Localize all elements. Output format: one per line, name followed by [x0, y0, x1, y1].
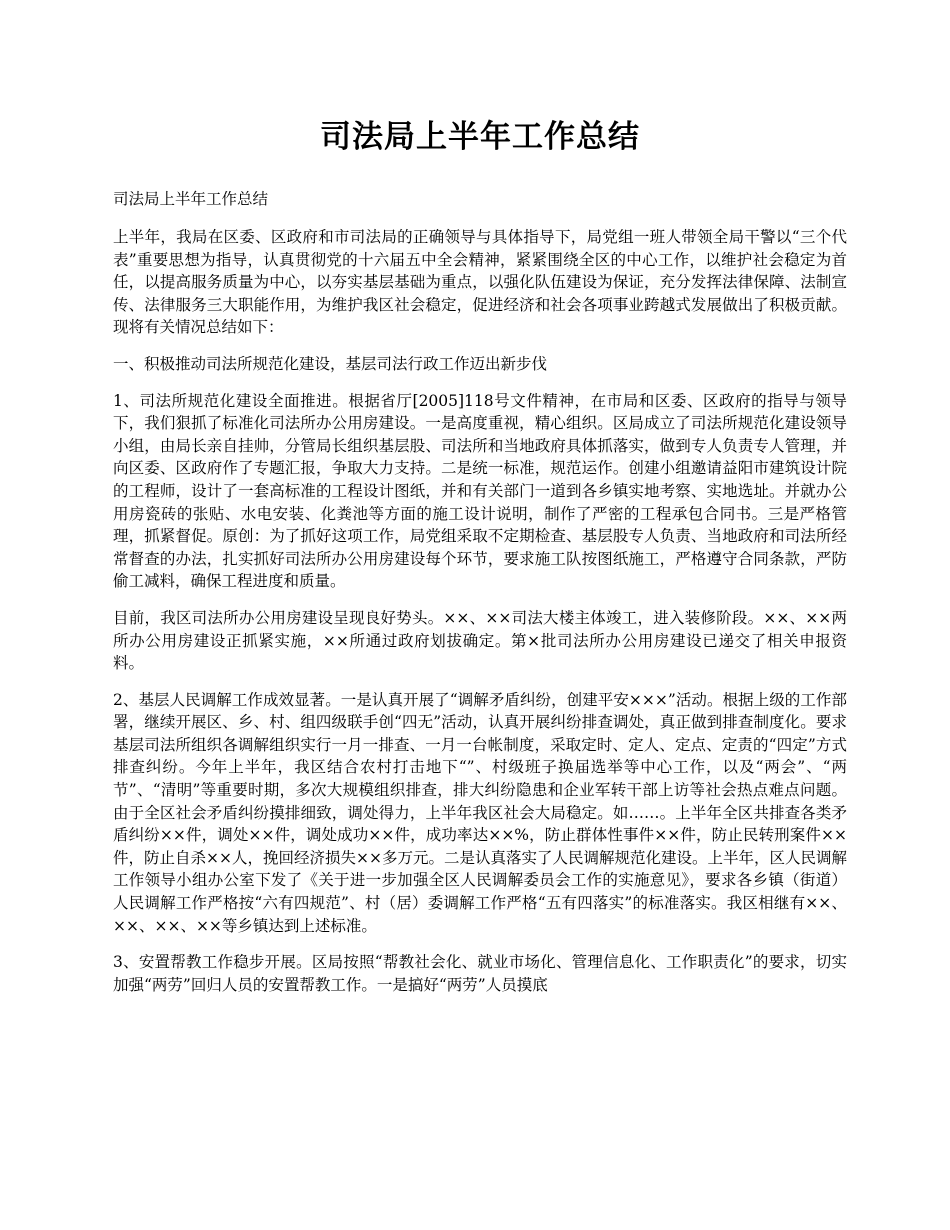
paragraph-office-construction: 1、司法所规范化建设全面推进。根据省厅[2005]118号文件精神，在市局和区委、区政府的指导与领导下，我们狠抓了标准化司法所办公用房建设。一是高度重视，精心组织。区局成立了司法所规范化建设领导小组，由局长亲自挂帅，分管局长组织基层股、司法所和当地政府具体抓落实，做到专人负责专人管理，并向区委、区政府作了专题汇报，争取大力支持。二是统一标准，规范运作。创建小组邀请益阳市建筑设计院的工程师，设计了一套高标准的工程设计图纸，并和有关部门一道到各乡镇实地考察、实地选址。并就办公用房瓷砖的张贴、水电安装、化粪池等方面的施工设计说明，制作了严密的工程承包合同书。三是严格管理，抓紧督促。原创：为了抓好这项工作，局党组采取不定期检查、基层股专人负责、当地政府和司法所经常督查的办法，扎实抓好司法所办公用房建设每个环节，要求施工队按图纸施工，严格遵守合同条款，严防偷工减料，确保工程进度和质量。: [113, 391, 847, 591]
document-title: 司法局上半年工作总结: [320, 119, 640, 155]
section-heading-1: 一、积极推动司法所规范化建设，基层司法行政工作迈出新步伐: [113, 354, 548, 373]
document-page: [113, 112, 847, 1010]
intro-paragraph: 上半年，我局在区委、区政府和市司法局的正确领导与具体指导下，局党组一班人带领全局干警以“三个代表”重要思想为指导，认真贯彻党的十六届五中全会精神，紧紧围绕全区的中心工作，以维护社会稳定为首任，以提高服务质量为中心，以夯实基层基础为重点，以强化队伍建设为保证，充分发挥法律保障、法制宣传、法律服务三大职能作用，为维护我区社会稳定，促进经济和社会各项事业跨越式发展做出了积极贡献。现将有关情况总结如下：: [113, 228, 847, 337]
paragraph-mediation: 2、基层人民调解工作成效显著。一是认真开展了“调解矛盾纠纷，创建平安×××”活动。根据上级的工作部署，继续开展区、乡、村、组四级联手创“四无”活动，认真开展纠纷排查调处，真正做到排查制度化。要求基层司法所组织各调解组织实行一月一排查、一月一台帐制度，采取定时、定人、定点、定责的“四定”方式排查纠纷。今年上半年，我区结合农村打击地下“”、村级班子换届选举等中心工作，以及“两会”、“两节”、“清明”等重要时期，多次大规模组织排查，排大纠纷隐患和企业军转干部上访等社会热点难点问题。由于全区社会矛盾纠纷摸排细致，调处得力，上半年我区社会大局稳定。如……。上半年全区共排查各类矛盾纠纷××件，调处××件，调处成功××件，成功率达××%，防止群体性事件××件，防止民转刑案件××件，防止自杀××人，挽回经济损失××多万元。二是认真落实了人民调解规范化建设。上半年，区人民调解工作领导小组办公室下发了《关于进一步加强全区人民调解委员会工作的实施意见》，要求各乡镇（街道）人民调解工作严格按“六有四规范”、村（居）委调解工作严格“五有四落实”的标准落实。我区相继有××、××、××、××等乡镇达到上述标准。: [113, 690, 847, 935]
paragraph-current-status: 目前，我区司法所办公用房建设呈现良好势头。××、××司法大楼主体竣工，进入装修阶段。××、××两所办公用房建设正抓紧实施，××所通过政府划拔确定。第×批司法所办公用房建设已递交了相关申报资料。: [113, 608, 847, 673]
document-subtitle: 司法局上半年工作总结: [113, 190, 269, 208]
paragraph-resettlement: 3、安置帮教工作稳步开展。区局按照“帮教社会化、就业市场化、管理信息化、工作职责化”的要求，切实加强“两劳”回归人员的安置帮教工作。一是搞好“两劳”人员摸底: [113, 953, 847, 994]
